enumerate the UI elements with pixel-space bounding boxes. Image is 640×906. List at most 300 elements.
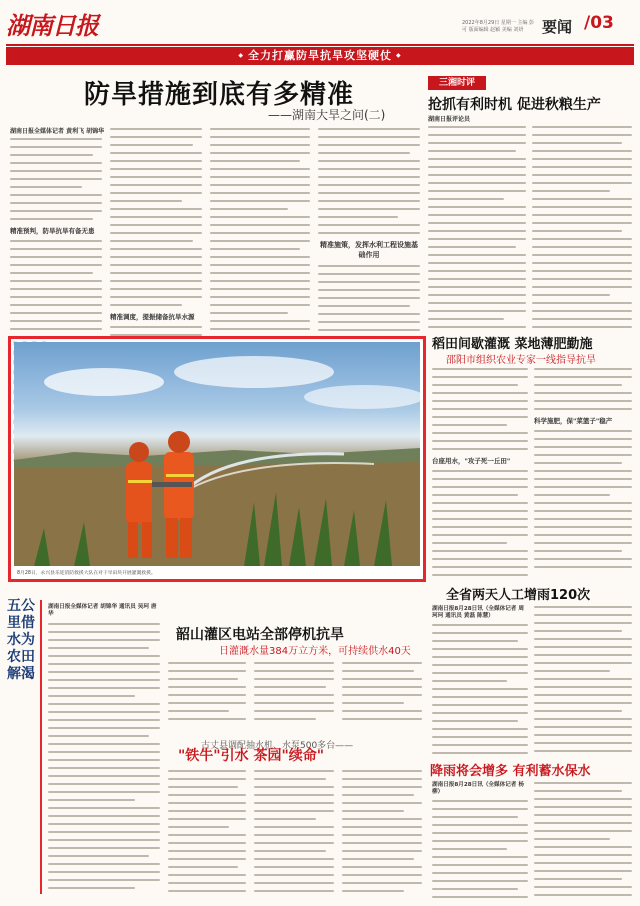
daotian-column-2 [534, 368, 632, 574]
text-line [428, 230, 526, 232]
text-line [534, 678, 632, 680]
rengong-column-2 [534, 606, 632, 758]
text-line [534, 558, 632, 560]
text-line [532, 278, 632, 280]
text-line [318, 273, 420, 275]
text-line [318, 297, 420, 299]
theme-banner [6, 47, 634, 65]
text-line [210, 192, 310, 194]
text-line [532, 310, 632, 312]
text-line [168, 778, 246, 780]
main-subhead-2: 精准调度，提振储备抗旱水源 [110, 313, 195, 321]
tieniu-column-3 [342, 770, 422, 898]
text-line [532, 262, 632, 264]
text-line [342, 686, 422, 688]
text-line [428, 262, 526, 264]
text-line [432, 424, 507, 426]
text-line [318, 184, 420, 186]
text-line [318, 265, 420, 267]
rengong-byline: 湖南日报8月28日讯（全媒体记者 周珂珂 通讯员 黄磊 陈慧） [432, 606, 524, 619]
text-line [210, 304, 310, 306]
main-column-4 [318, 128, 420, 361]
text-line [10, 218, 93, 220]
text-line [342, 834, 422, 836]
text-line [10, 178, 102, 180]
text-line [254, 686, 326, 688]
text-line [428, 238, 526, 240]
text-line [532, 158, 632, 160]
text-line [168, 882, 246, 884]
text-line [10, 146, 102, 148]
text-line [432, 752, 528, 754]
text-line [428, 126, 526, 128]
text-line [532, 198, 632, 200]
firefighters-photo [14, 342, 420, 566]
text-line [428, 150, 516, 152]
text-line [10, 328, 102, 330]
rengong-column-1 [432, 606, 528, 760]
text-line [48, 871, 160, 873]
text-line [534, 430, 632, 432]
text-line [534, 494, 610, 496]
text-line [210, 224, 310, 226]
wuling-side-title: 五公里借水为农田解渴 [7, 598, 35, 682]
text-line [48, 727, 160, 729]
text-line [532, 126, 632, 128]
text-line [342, 810, 404, 812]
tieniu-column-2 [254, 770, 334, 898]
text-line [432, 728, 528, 730]
text-line [428, 254, 526, 256]
text-line [254, 670, 334, 672]
text-line [10, 170, 102, 172]
text-line [48, 631, 160, 633]
text-line [48, 775, 160, 777]
text-line [254, 794, 334, 796]
text-line [168, 678, 238, 680]
text-line [342, 858, 414, 860]
main-subtitle: ——湖南大旱之问(二) [268, 108, 386, 122]
wuling-column [48, 604, 160, 895]
newspaper-logo: 湖南日报 [6, 11, 98, 40]
text-line [432, 896, 528, 898]
text-line [532, 294, 610, 296]
text-line [318, 216, 398, 218]
text-line [48, 831, 160, 833]
text-line [534, 662, 632, 664]
text-line [428, 318, 504, 320]
text-line [254, 850, 326, 852]
text-line [428, 326, 526, 328]
text-line [110, 224, 202, 226]
text-line [432, 408, 528, 410]
text-line [534, 670, 610, 672]
text-line [534, 822, 632, 824]
text-line [168, 718, 246, 720]
text-line [342, 694, 422, 696]
text-line [428, 294, 526, 296]
text-line [10, 162, 102, 164]
text-line [532, 286, 632, 288]
text-line [168, 850, 246, 852]
masthead [6, 4, 634, 44]
text-line [110, 232, 202, 234]
text-line [110, 304, 182, 306]
text-line [254, 866, 334, 868]
text-line [318, 329, 420, 331]
text-line [254, 710, 334, 712]
text-line [110, 176, 202, 178]
text-line [48, 863, 160, 865]
text-line [318, 136, 420, 138]
text-line [168, 874, 246, 876]
text-line [532, 254, 632, 256]
text-line [342, 890, 404, 892]
text-line [532, 222, 632, 224]
text-line [432, 872, 528, 874]
text-line [534, 542, 632, 544]
sidebar-divider [40, 600, 42, 894]
text-line [110, 192, 202, 194]
text-line [432, 566, 528, 568]
masthead-rule [6, 44, 634, 46]
rengong-title: 全省两天人工增雨120次 [446, 588, 591, 603]
text-line [428, 310, 526, 312]
text-line [534, 526, 632, 528]
text-line [168, 786, 238, 788]
text-line [110, 240, 193, 242]
text-line [432, 632, 528, 634]
text-line [48, 751, 160, 753]
text-line [342, 882, 422, 884]
main-column-3 [210, 128, 310, 344]
text-line [534, 384, 622, 386]
text-line [534, 846, 632, 848]
text-line [534, 854, 632, 856]
text-line [532, 182, 632, 184]
text-line [318, 281, 420, 283]
text-line [432, 888, 518, 890]
text-line [428, 278, 526, 280]
commentary-column-1 [428, 126, 526, 334]
text-line [532, 150, 632, 152]
text-line [342, 866, 422, 868]
text-line [432, 864, 528, 866]
text-line [432, 824, 528, 826]
text-line [534, 462, 622, 464]
photo-frame [8, 336, 426, 582]
text-line [10, 264, 102, 266]
shaoshan-column-1 [168, 662, 246, 726]
text-line [168, 694, 246, 696]
text-line [318, 313, 420, 315]
text-line [432, 558, 528, 560]
text-line [210, 240, 310, 242]
text-line [534, 694, 632, 696]
text-line [534, 870, 632, 872]
text-line [342, 778, 422, 780]
text-line [110, 272, 202, 274]
daotian-column-1 [432, 368, 528, 582]
text-line [432, 816, 518, 818]
text-line [534, 470, 632, 472]
text-line [110, 216, 202, 218]
text-line [534, 486, 632, 488]
daotian-subhead-1: 台座用水，"攻子死一丘田" [432, 457, 511, 465]
text-line [110, 264, 202, 266]
text-line [210, 288, 310, 290]
text-line [48, 679, 160, 681]
text-line [534, 478, 632, 480]
text-line [534, 446, 632, 448]
text-line [254, 786, 334, 788]
text-line [534, 814, 632, 816]
text-line [342, 710, 422, 712]
text-line [432, 856, 528, 858]
text-line [318, 305, 410, 307]
text-line [210, 160, 300, 162]
text-line [110, 288, 202, 290]
text-line [534, 392, 632, 394]
text-line [532, 166, 632, 168]
text-line [48, 663, 160, 665]
text-line [534, 646, 632, 648]
text-line [532, 134, 632, 136]
text-line [168, 710, 229, 712]
photo-illustration [14, 342, 420, 566]
text-line [10, 202, 102, 204]
daotian-subtitle: 邵阳市组织农业专家一线指导抗旱 [446, 355, 596, 366]
text-line [318, 232, 420, 234]
text-line [532, 230, 622, 232]
text-line [532, 302, 632, 304]
text-line [432, 526, 528, 528]
text-line [534, 710, 622, 712]
text-line [318, 321, 420, 323]
text-line [432, 848, 507, 850]
commentary-byline: 湖南日报评论员 [428, 116, 471, 123]
text-line [110, 200, 182, 202]
text-line [168, 802, 246, 804]
text-line [432, 688, 528, 690]
text-line [48, 695, 135, 697]
text-line [432, 624, 528, 626]
text-line [432, 840, 528, 842]
text-line [10, 304, 102, 306]
text-line [254, 858, 334, 860]
text-line [168, 818, 246, 820]
text-line [534, 454, 632, 456]
text-line [10, 186, 82, 188]
text-line [254, 810, 334, 812]
text-line [534, 886, 632, 888]
text-line [10, 240, 102, 242]
text-line [10, 312, 102, 314]
text-line [110, 144, 193, 146]
text-line [342, 718, 422, 720]
text-line [254, 874, 334, 876]
text-line [10, 256, 102, 258]
text-line [432, 432, 528, 434]
text-line [168, 834, 246, 836]
text-line [534, 510, 632, 512]
shaoshan-subtitle: 日灌溉水量384万立方米，可持续供水40天 [219, 646, 411, 657]
text-line [254, 834, 334, 836]
text-line [432, 680, 507, 682]
text-line [428, 198, 504, 200]
jiangwen-column-1 [432, 782, 528, 904]
text-line [534, 894, 632, 896]
text-line [210, 136, 310, 138]
text-line [110, 168, 202, 170]
text-line [432, 720, 518, 722]
text-line [432, 664, 528, 666]
text-line [428, 134, 526, 136]
banner-text: 全力打赢防旱抗旱攻坚硬仗 [248, 49, 392, 62]
text-line [210, 272, 310, 274]
text-line [534, 742, 632, 744]
main-byline: 湖南日报全媒体记者 黄利飞 胡锦华 [10, 128, 105, 135]
text-line [110, 152, 202, 154]
text-line [110, 280, 202, 282]
text-line [168, 826, 229, 828]
text-line [428, 214, 526, 216]
text-line [48, 655, 160, 657]
text-line [48, 879, 160, 881]
text-line [110, 128, 202, 130]
text-line [534, 566, 632, 568]
text-line [432, 712, 528, 714]
text-line [210, 312, 288, 314]
text-line [168, 770, 246, 772]
jiangwen-column-2 [534, 782, 632, 902]
text-line [168, 670, 246, 672]
text-line [48, 799, 135, 801]
text-line [318, 208, 420, 210]
commentary-column-2 [532, 126, 632, 334]
text-line [432, 880, 528, 882]
text-line [342, 770, 422, 772]
text-line [532, 238, 632, 240]
text-line [210, 296, 310, 298]
text-line [534, 750, 632, 752]
text-line [432, 494, 518, 496]
shaoshan-column-2 [254, 662, 334, 726]
text-line [534, 630, 622, 632]
text-line [210, 320, 310, 322]
text-line [428, 190, 526, 192]
text-line [432, 550, 528, 552]
text-line [48, 823, 160, 825]
text-line [48, 719, 160, 721]
text-line [210, 168, 310, 170]
publication-info: 2022年8月29日 星期一 主编 彭可 版面编辑 赵颖 美编 刘妍 [462, 20, 535, 33]
text-line [210, 280, 310, 282]
text-line [428, 166, 526, 168]
photo-caption: 8月28日，永兴县乐迎消防救援大队在对干旱田块开展灌溉救援。 [17, 571, 156, 576]
text-line [10, 194, 102, 196]
text-line [254, 882, 334, 884]
text-line [432, 470, 528, 472]
main-column-2 [110, 128, 202, 358]
text-line [10, 320, 102, 322]
text-line [168, 662, 246, 664]
text-line [532, 270, 632, 272]
text-line [168, 794, 246, 796]
text-line [534, 400, 632, 402]
text-line [318, 160, 420, 162]
diamond-icon: ◆ [396, 52, 402, 59]
text-line [48, 807, 160, 809]
text-line [10, 138, 102, 140]
text-line [48, 647, 149, 649]
text-line [342, 802, 422, 804]
shaoshan-column-3 [342, 662, 422, 726]
text-line [48, 855, 149, 857]
text-line [342, 786, 422, 788]
text-line [432, 808, 528, 810]
text-line [532, 174, 632, 176]
text-line [48, 791, 160, 793]
text-line [432, 542, 507, 544]
text-line [48, 735, 149, 737]
text-line [110, 256, 202, 258]
text-line [432, 832, 528, 834]
text-line [432, 640, 518, 642]
text-line [534, 534, 632, 536]
text-line [534, 408, 632, 410]
text-line [10, 296, 102, 298]
text-line [534, 438, 632, 440]
text-line [48, 767, 160, 769]
text-line [110, 208, 202, 210]
text-line [210, 144, 310, 146]
text-line [254, 678, 334, 680]
text-line [534, 782, 632, 784]
text-line [168, 858, 246, 860]
text-line [48, 623, 160, 625]
text-line [210, 264, 310, 266]
text-line [254, 694, 334, 696]
text-line [254, 802, 334, 804]
text-line [428, 286, 526, 288]
text-line [254, 662, 334, 664]
text-line [254, 826, 334, 828]
text-line [534, 376, 632, 378]
jiangwen-byline: 湖南日报8月28日讯（全媒体记者 杨柳） [432, 782, 524, 795]
text-line [318, 176, 420, 178]
text-line [48, 711, 160, 713]
text-line [210, 152, 310, 154]
tieniu-title: "铁牛"引水 茶园"续命" [178, 748, 325, 764]
text-line [110, 136, 202, 138]
text-line [10, 248, 102, 250]
text-line [432, 574, 528, 576]
text-line [534, 806, 632, 808]
text-line [534, 878, 622, 880]
text-line [110, 160, 202, 162]
commentary-title: 抢抓有利时机 促进秋粮生产 [428, 97, 601, 113]
text-line [432, 440, 528, 442]
text-line [432, 384, 518, 386]
text-line [254, 778, 326, 780]
text-line [318, 289, 420, 291]
text-line [110, 248, 202, 250]
text-line [534, 862, 632, 864]
text-line [210, 184, 310, 186]
wuling-sidebar [6, 598, 38, 894]
text-line [534, 734, 632, 736]
